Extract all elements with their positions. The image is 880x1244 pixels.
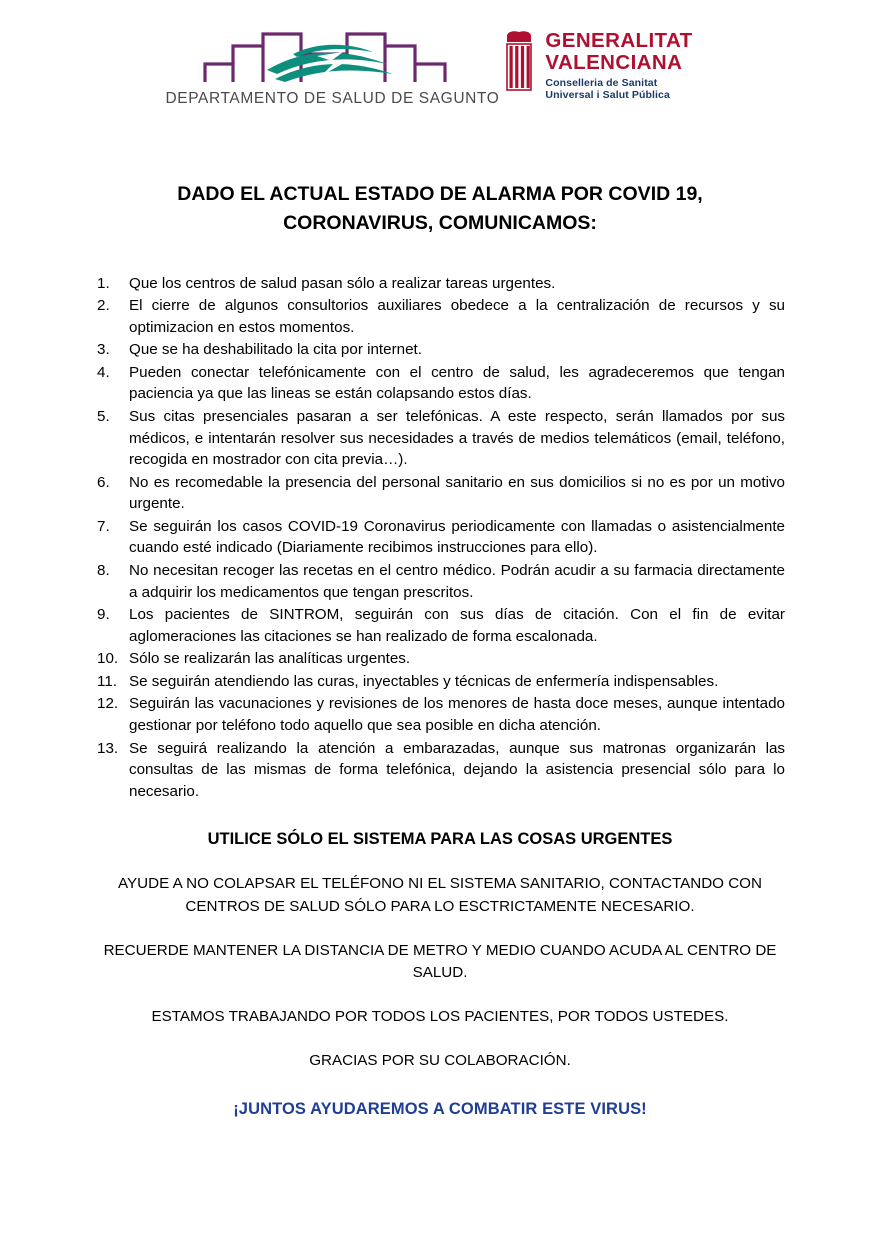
sagunto-logo-caption: DEPARTAMENTO DE SALUD DE SAGUNTO bbox=[165, 90, 500, 107]
list-item-number: 8. bbox=[97, 562, 110, 580]
list-item bbox=[95, 693, 785, 736]
list-item-text: No es recomedable la presencia del personal sanitario en sus domicilios si no es por un motivo urgente. bbox=[129, 473, 785, 513]
document-header bbox=[0, 0, 880, 108]
page-title-line2: CORONAVIRUS, COMUNICAMOS: bbox=[283, 212, 597, 235]
closing-heading: UTILICE SÓLO EL SISTEMA PARA LAS COSAS URGENTES bbox=[207, 830, 673, 849]
announcement-list bbox=[95, 273, 785, 803]
list-item-text: No necesitan recoger las recetas en el centro médico. Podrán acudir a su farmacia directamente a adquirir los medicamentos que tengan prescritos. bbox=[129, 562, 785, 601]
closing-paragraph-3: ESTAMOS TRABAJANDO POR TODOS LOS PACIENTES, POR TODOS USTEDES. bbox=[151, 1007, 729, 1025]
sagunto-logo bbox=[165, 24, 500, 108]
list-item-number: 4. bbox=[97, 363, 110, 381]
list-item-number: 1. bbox=[97, 274, 110, 292]
list-item-number: 13. bbox=[97, 739, 119, 757]
closing-section bbox=[90, 828, 790, 1118]
list-item bbox=[95, 648, 785, 670]
page-title-line1: DADO EL ACTUAL ESTADO DE ALARMA POR COVID 19, bbox=[177, 183, 703, 205]
generalitat-logo-text bbox=[545, 30, 692, 101]
list-item bbox=[95, 604, 785, 647]
list-item bbox=[95, 516, 785, 559]
list-item bbox=[95, 671, 785, 693]
list-item-number: 2. bbox=[97, 297, 110, 315]
list-item bbox=[95, 295, 785, 338]
list-item-text: Se seguirán atendiendo las curas, inyectables y técnicas de enfermería indispensables. bbox=[129, 672, 719, 690]
list-item-number: 9. bbox=[97, 606, 110, 624]
list-item bbox=[95, 273, 785, 295]
list-item-number: 10. bbox=[97, 650, 119, 668]
list-item-number: 5. bbox=[97, 407, 110, 425]
list-item-number: 11. bbox=[97, 672, 117, 690]
list-item-text: Seguirán las vacunaciones y revisiones de los menores de hasta doce meses, aunque intentado gestionar por teléfono todo aquello que sea posible en dicha atención. bbox=[129, 695, 785, 735]
list-item-text: Se seguirán los casos COVID-19 Coronavirus periodicamente con llamadas o asistencialmente cuando esté indicado (Diariamente recibimos instrucciones para ello). bbox=[129, 517, 785, 557]
list-item-text: Los pacientes de SINTROM, seguirán con sus días de citación. Con el fin de evitar aglomeraciones las citaciones se han realizado de forma escalonada. bbox=[129, 606, 785, 645]
closing-paragraph-2: RECUERDE MANTENER LA DISTANCIA DE METRO Y MEDIO CUANDO ACUDA AL CENTRO DE SALUD. bbox=[103, 941, 777, 981]
generalitat-subtitle-line1: Conselleria de Sanitat bbox=[545, 77, 658, 90]
generalitat-title-line2: VALENCIANA bbox=[545, 50, 683, 74]
hospital-waves-logo-icon bbox=[197, 24, 467, 86]
list-item bbox=[95, 738, 785, 803]
generalitat-title-line1: GENERALITAT bbox=[545, 29, 693, 52]
list-item-text: Sus citas presenciales pasaran a ser telefónicas. A este respecto, serán llamados por sus médicos, e intentarán resolver sus necesidades a través de medios telemáticos (email, teléfono, recogida en mostrador con cita previa…). bbox=[129, 407, 785, 469]
list-item-number: 7. bbox=[97, 517, 110, 535]
list-item bbox=[95, 560, 785, 603]
list-item-text: El cierre de algunos consultorios auxiliares obedece a la centralización de recursos y su optimizacion en estos momentos. bbox=[129, 297, 785, 336]
list-item-number: 3. bbox=[97, 341, 110, 359]
list-item-text: Sólo se realizarán las analíticas urgentes. bbox=[129, 650, 411, 668]
list-item-text: Se seguirá realizando la atención a embarazadas, aunque sus matronas organizarán las consultas de las mismas de forma telefónica, dejando la asistencia presencial sólo para lo necesario. bbox=[129, 739, 785, 800]
closing-final-message: ¡JUNTOS AYUDAREMOS A COMBATIR ESTE VIRUS! bbox=[233, 1099, 647, 1118]
generalitat-logo bbox=[503, 24, 692, 101]
list-item-text: Que los centros de salud pasan sólo a realizar tareas urgentes. bbox=[129, 274, 556, 292]
list-item bbox=[95, 406, 785, 471]
list-item-text: Que se ha deshabilitado la cita por internet. bbox=[129, 341, 422, 359]
generalitat-shield-icon bbox=[503, 30, 537, 94]
list-item-number: 6. bbox=[97, 473, 110, 491]
list-item bbox=[95, 472, 785, 515]
closing-paragraph-1: AYUDE A NO COLAPSAR EL TELÉFONO NI EL SISTEMA SANITARIO, CONTACTANDO CON CENTROS DE SALUD SÓLO PARA LO ESCTRICTAMENTE NECESARIO. bbox=[118, 875, 762, 915]
closing-paragraph-4: GRACIAS POR SU COLABORACIÓN. bbox=[309, 1051, 571, 1069]
list-item bbox=[95, 339, 785, 361]
generalitat-subtitle-line2: Universal i Salut Pública bbox=[545, 89, 670, 102]
list-item-text: Pueden conectar telefónicamente con el centro de salud, les agradeceremos que tengan paciencia ya que las lineas se están colapsando estos días. bbox=[129, 363, 785, 403]
list-item-number: 12. bbox=[97, 695, 119, 713]
list-item bbox=[95, 362, 785, 405]
page-title bbox=[90, 180, 790, 239]
